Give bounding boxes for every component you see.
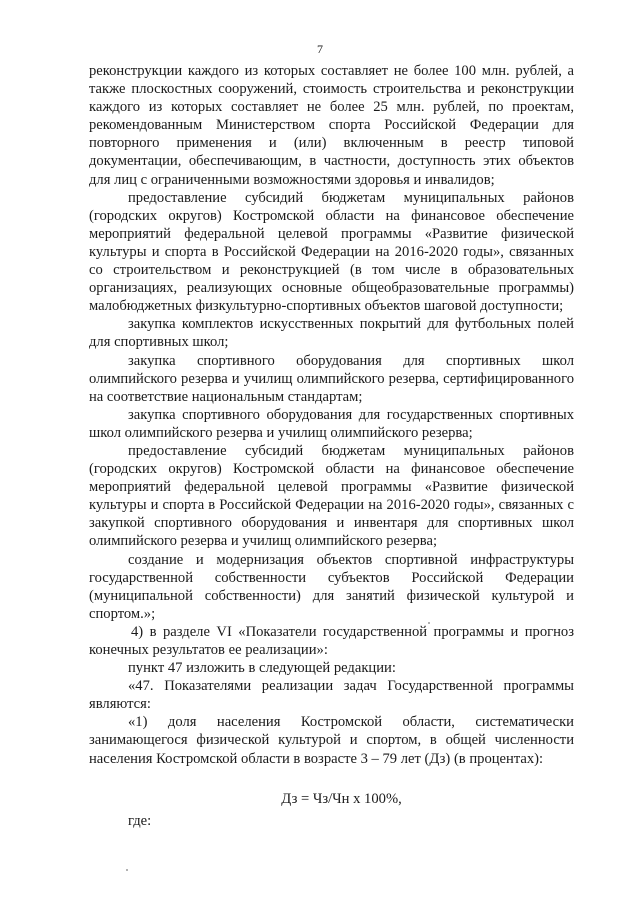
where-label: где: [128, 812, 152, 829]
paragraph-8: 4) в разделе VI «Показатели государственной программы и прогноз конечных результатов ее реализации»: [89, 623, 574, 658]
scan-speck [126, 869, 128, 871]
scan-speck [428, 622, 430, 624]
paragraph-9: пункт 47 изложить в следующей редакции: [128, 660, 396, 677]
document-body [89, 62, 574, 830]
paragraph-2: предоставление субсидий бюджетам муниципальных районов (городских округов) Костромской области на финансовое обеспечение мероприятий федеральной целевой программы «Развитие физической культуры и спорта в Российской Федерации на 2016-2020 годы», связанных со строительством и реконструкцией (в том числе в образовательных организациях, реализующих основные общеобразовательные программы) малобюджетных физкультурно-спортивных объектов шаговой доступности; [89, 189, 574, 315]
paragraph-11: «1) доля населения Костромской области, систематически занимающегося физической культурой и спортом, в общей численности населения Костромской области в возрасте 3 – 79 лет (Дз) (в процентах): [89, 714, 574, 767]
paragraph-1: реконструкции каждого из которых составляет не более 100 млн. рублей, а также плоскостных сооружений, стоимость строительства и реконструкции каждого из которых составляет не более 25 млн. рублей, по проектам, рекомендованным Министерством спорта Российской Федерации для повторного применения и (или) включенным в реестр типовой документации, обеспечивающим, в частности, доступность этих объектов для лиц с ограниченными возможностями здоровья и инвалидов; [89, 63, 574, 188]
page-number: 7 [317, 42, 323, 56]
paragraph-6: предоставление субсидий бюджетам муниципальных районов (городских округов) Костромской области на финансовое обеспечение мероприятий федеральной целевой программы «Развитие физической культуры и спорта в Российской Федерации на 2016-2020 годы», связанных с закупкой спортивного оборудования и инвентаря для спортивных школ олимпийского резерва и училищ олимпийского резерва; [89, 442, 574, 550]
paragraph-3: закупка комплектов искусственных покрытий для футбольных полей для спортивных школ; [89, 316, 574, 351]
paragraph-7: создание и модернизация объектов спортивной инфраструктуры государственной собственности субъектов Российской Федерации (муниципальной собственности) для занятий физической культурой и спортом.»; [89, 551, 574, 622]
paragraph-5: закупка спортивного оборудования для государственных спортивных школ олимпийского резерва и училищ олимпийского резерва; [89, 406, 574, 441]
paragraph-10: «47. Показателями реализации задач Государственной программы являются: [89, 678, 574, 713]
paragraph-4: закупка спортивного оборудования для спортивных школ олимпийского резерва и училищ олимпийского резерва, сертифицированного на соответствие национальным стандартам; [89, 352, 574, 405]
formula: Дз = Чз/Чн х 100%, [281, 790, 402, 807]
